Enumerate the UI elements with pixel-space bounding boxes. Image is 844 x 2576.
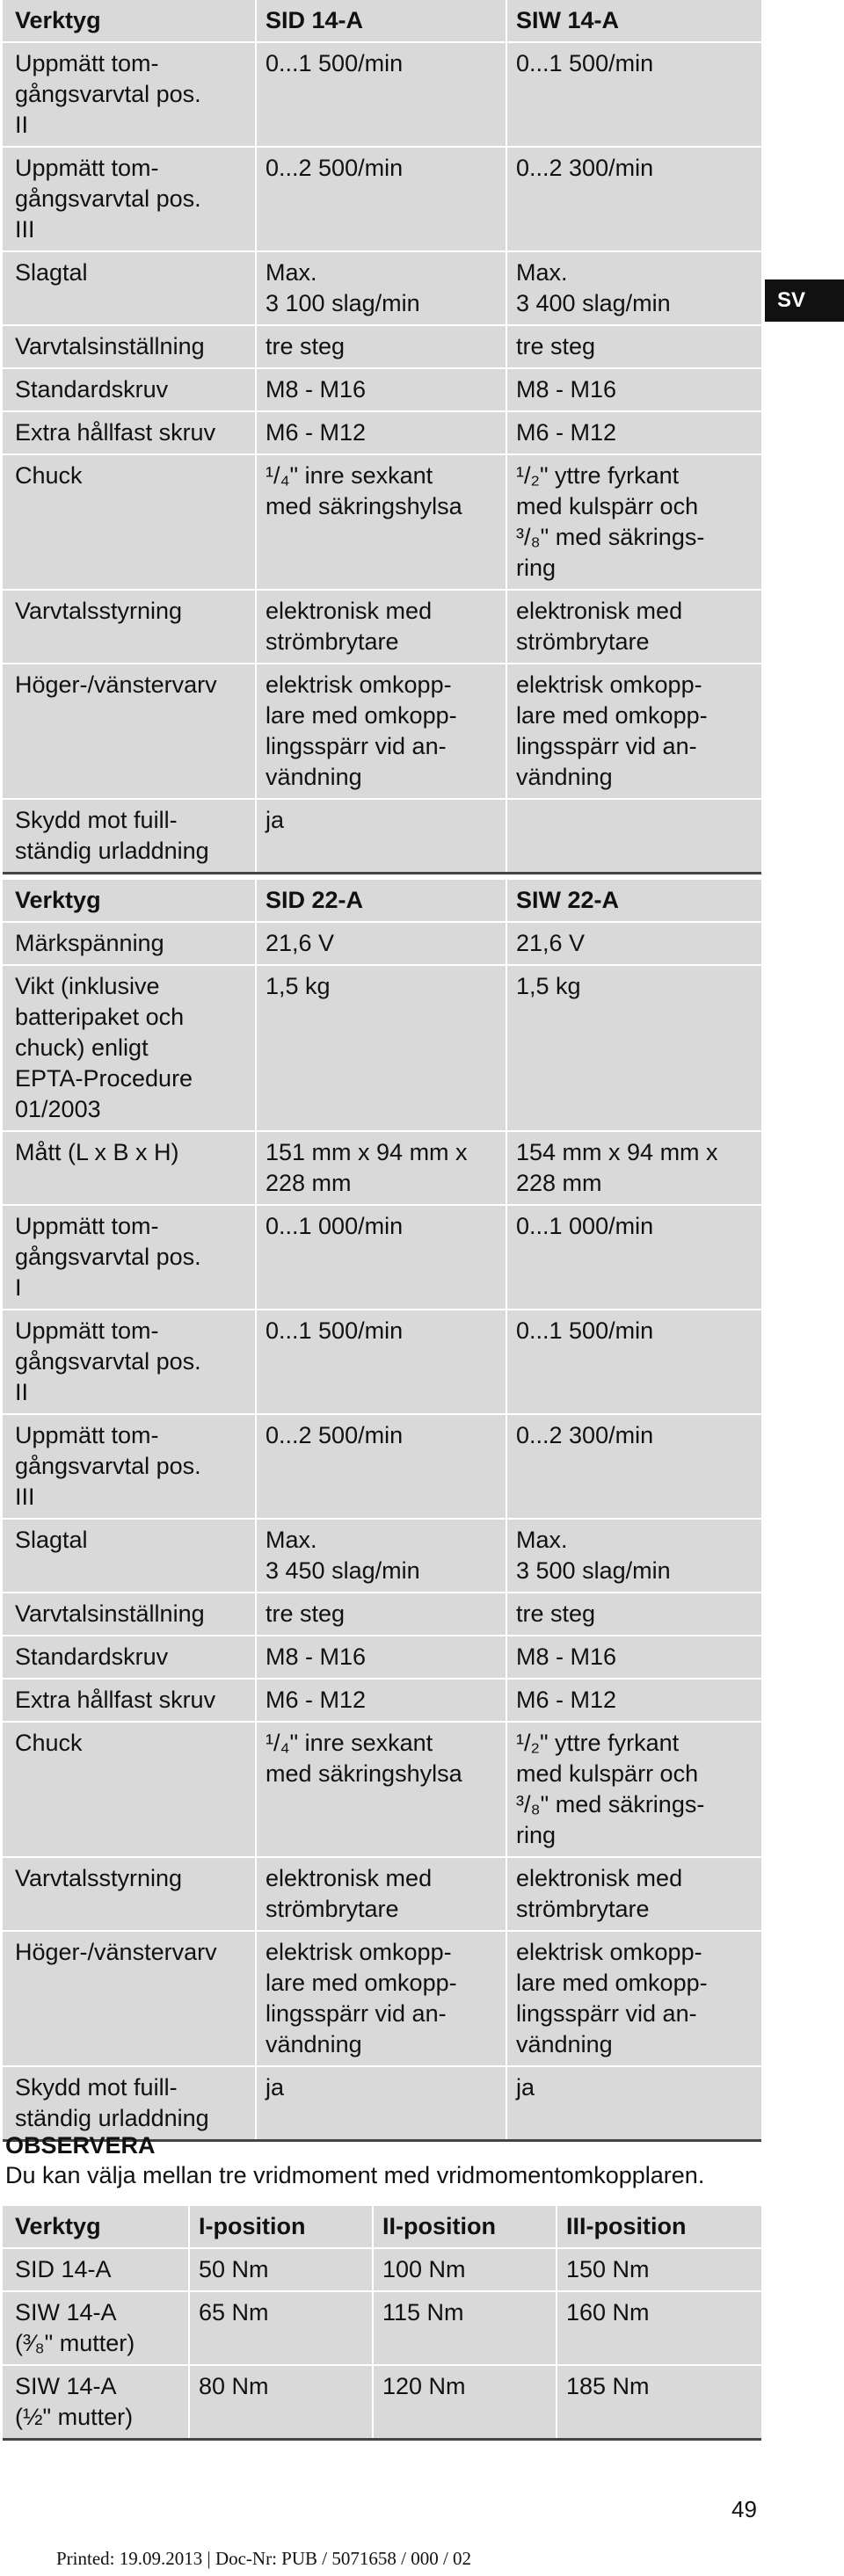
table-cell: 120 Nm bbox=[373, 2365, 557, 2440]
table-cell: M8 - M16 bbox=[256, 368, 506, 411]
table-cell: 1,5 kg bbox=[256, 965, 506, 1131]
header-cell: Verktyg bbox=[15, 7, 101, 33]
table-cell: ¹/₂" yttre fyrkant med kulspärr och ³/₈" med säkrings- ring bbox=[506, 1722, 761, 1857]
row-label: Mått (L x B x H) bbox=[3, 1131, 256, 1205]
row-label: Skydd mot fuill- ständig urladdning bbox=[3, 2066, 256, 2141]
table-row bbox=[3, 2291, 761, 2365]
row-label: Skydd mot fuill- ständig urladdning bbox=[3, 799, 256, 874]
table-cell: 0...1 500/min bbox=[256, 1310, 506, 1414]
table-row bbox=[3, 1131, 761, 1205]
header-cell: II-position bbox=[373, 2206, 557, 2248]
table-row bbox=[3, 368, 761, 411]
table-row bbox=[3, 411, 761, 454]
table-cell: 50 Nm bbox=[189, 2248, 373, 2291]
table-row bbox=[3, 1722, 761, 1857]
table-cell: Max. 3 500 slag/min bbox=[506, 1519, 761, 1593]
row-label: Chuck bbox=[3, 454, 256, 590]
spec-table-sid14-siw14 bbox=[3, 0, 761, 874]
table-cell: M6 - M12 bbox=[256, 411, 506, 454]
table-cell: elektronisk med strömbrytare bbox=[506, 590, 761, 664]
table-cell: M6 - M12 bbox=[506, 411, 761, 454]
row-label: Höger-/vänstervarv bbox=[3, 1931, 256, 2066]
table-cell: 1,5 kg bbox=[506, 965, 761, 1131]
table-cell: Max. 3 400 slag/min bbox=[506, 251, 761, 325]
row-label: Chuck bbox=[3, 1722, 256, 1857]
row-label: Extra hållfast skruv bbox=[3, 411, 256, 454]
table-cell: elektronisk med strömbrytare bbox=[256, 1857, 506, 1931]
table-cell: 65 Nm bbox=[189, 2291, 373, 2365]
row-label: Extra hållfast skruv bbox=[3, 1679, 256, 1722]
table-row bbox=[3, 1519, 761, 1593]
header-cell: I-position bbox=[189, 2206, 373, 2248]
table-body bbox=[3, 0, 761, 874]
table-cell: ¹/₄" inre sexkant med säkringshylsa bbox=[256, 1722, 506, 1857]
table-cell bbox=[506, 799, 761, 874]
row-label: Uppmätt tom- gångsvarvtal pos. III bbox=[3, 147, 256, 251]
table-cell: 21,6 V bbox=[506, 922, 761, 965]
table-row bbox=[3, 1593, 761, 1636]
row-label: Uppmätt tom- gångsvarvtal pos. I bbox=[3, 1205, 256, 1310]
table-cell: tre steg bbox=[256, 1593, 506, 1636]
table-cell: 80 Nm bbox=[189, 2365, 373, 2440]
torque-table bbox=[3, 2206, 761, 2441]
table-cell: 0...1 000/min bbox=[506, 1205, 761, 1310]
header-cell: III-position bbox=[557, 2206, 761, 2248]
page-number: 49 bbox=[731, 2496, 757, 2522]
table-row bbox=[3, 2365, 761, 2440]
table-cell: ja bbox=[256, 799, 506, 874]
table-row bbox=[3, 454, 761, 590]
table-row bbox=[3, 1636, 761, 1679]
row-label: SIW 14-A (³⁄₈" mutter) bbox=[3, 2291, 189, 2365]
row-label: Vikt (inklusive batteripaket och chuck) enligt EPTA-Procedure 01/2003 bbox=[3, 965, 256, 1131]
table-cell: M8 - M16 bbox=[506, 368, 761, 411]
table-row bbox=[3, 1205, 761, 1310]
table-row bbox=[3, 1931, 761, 2066]
table-cell: M6 - M12 bbox=[256, 1679, 506, 1722]
table-row bbox=[3, 1310, 761, 1414]
header-cell: SID 14-A bbox=[256, 0, 506, 42]
table-cell: M6 - M12 bbox=[506, 1679, 761, 1722]
table-cell: elektrisk omkopp- lare med omkopp- lingsspärr vid an- vändning bbox=[506, 664, 761, 799]
table-row bbox=[3, 325, 761, 368]
row-label: Varvtalsinställning bbox=[3, 325, 256, 368]
table-cell: elektronisk med strömbrytare bbox=[256, 590, 506, 664]
header-cell: SID 22-A bbox=[256, 880, 506, 922]
table-cell: 151 mm x 94 mm x 228 mm bbox=[256, 1131, 506, 1205]
row-label: Slagtal bbox=[3, 251, 256, 325]
table-cell: ja bbox=[506, 2066, 761, 2141]
table-cell: M8 - M16 bbox=[506, 1636, 761, 1679]
row-label: Standardskruv bbox=[3, 1636, 256, 1679]
table-cell: elektrisk omkopp- lare med omkopp- lingsspärr vid an- vändning bbox=[256, 664, 506, 799]
table-cell: elektronisk med strömbrytare bbox=[506, 1857, 761, 1931]
table-cell: M8 - M16 bbox=[256, 1636, 506, 1679]
table-row bbox=[3, 664, 761, 799]
table-cell: 0...2 500/min bbox=[256, 147, 506, 251]
table-cell: tre steg bbox=[506, 325, 761, 368]
row-label: SID 14-A bbox=[3, 2248, 189, 2291]
table-cell: 115 Nm bbox=[373, 2291, 557, 2365]
table-cell: 0...2 300/min bbox=[506, 147, 761, 251]
table-cell: ja bbox=[256, 2066, 506, 2141]
row-label: Varvtalsstyrning bbox=[3, 590, 256, 664]
table-cell: tre steg bbox=[506, 1593, 761, 1636]
table-header-row bbox=[3, 0, 761, 42]
table-cell: 160 Nm bbox=[557, 2291, 761, 2365]
table-cell: Max. 3 100 slag/min bbox=[256, 251, 506, 325]
table-row bbox=[3, 1857, 761, 1931]
row-label: Uppmätt tom- gångsvarvtal pos. II bbox=[3, 1310, 256, 1414]
table-row bbox=[3, 965, 761, 1131]
spec-table-sid22-siw22 bbox=[3, 880, 761, 2142]
table-cell: 0...1 000/min bbox=[256, 1205, 506, 1310]
print-footer: Printed: 19.09.2013 | Doc-Nr: PUB / 5071658 / 000 / 02 bbox=[56, 2548, 472, 2569]
table-cell: elektrisk omkopp- lare med omkopp- lingsspärr vid an- vändning bbox=[256, 1931, 506, 2066]
row-label: Varvtalsstyrning bbox=[3, 1857, 256, 1931]
row-label: Höger-/vänstervarv bbox=[3, 664, 256, 799]
table-cell: 0...1 500/min bbox=[506, 1310, 761, 1414]
table-cell: 0...2 300/min bbox=[506, 1414, 761, 1519]
row-label: Märkspänning bbox=[3, 922, 256, 965]
table-cell: 185 Nm bbox=[557, 2365, 761, 2440]
row-label: Uppmätt tom- gångsvarvtal pos. II bbox=[3, 42, 256, 147]
table-header-row bbox=[3, 880, 761, 922]
table-cell: ¹/₂" yttre fyrkant med kulspärr och ³/₈" med säkrings- ring bbox=[506, 454, 761, 590]
table-cell: Max. 3 450 slag/min bbox=[256, 1519, 506, 1593]
table-cell: 154 mm x 94 mm x 228 mm bbox=[506, 1131, 761, 1205]
table-row bbox=[3, 42, 761, 147]
row-label: Uppmätt tom- gångsvarvtal pos. III bbox=[3, 1414, 256, 1519]
table-cell: 0...1 500/min bbox=[256, 42, 506, 147]
table-row bbox=[3, 590, 761, 664]
row-label: SIW 14-A (½" mutter) bbox=[3, 2365, 189, 2440]
table-row bbox=[3, 2248, 761, 2291]
note-text: Du kan välja mellan tre vridmoment med vridmomentomkopplaren. bbox=[5, 2162, 705, 2188]
header-cell: SIW 22-A bbox=[506, 880, 761, 922]
table-cell: ¹/₄" inre sexkant med säkringshylsa bbox=[256, 454, 506, 590]
table-body bbox=[3, 880, 761, 2141]
table-cell: 150 Nm bbox=[557, 2248, 761, 2291]
row-label: Varvtalsinställning bbox=[3, 1593, 256, 1636]
header-cell: SIW 14-A bbox=[506, 0, 761, 42]
table-row bbox=[3, 147, 761, 251]
table-cell: elektrisk omkopp- lare med omkopp- lingsspärr vid an- vändning bbox=[506, 1931, 761, 2066]
note-title: OBSERVERA bbox=[5, 2132, 156, 2159]
table-cell: 0...1 500/min bbox=[506, 42, 761, 147]
note-block bbox=[5, 2130, 797, 2190]
header-cell: Verktyg bbox=[15, 887, 101, 913]
table-row bbox=[3, 1414, 761, 1519]
table-body bbox=[3, 2206, 761, 2440]
row-label: Slagtal bbox=[3, 1519, 256, 1593]
table-row bbox=[3, 1679, 761, 1722]
table-row bbox=[3, 2066, 761, 2141]
table-row bbox=[3, 922, 761, 965]
table-row bbox=[3, 799, 761, 874]
table-header-row bbox=[3, 2206, 761, 2248]
table-row bbox=[3, 251, 761, 325]
language-tab: SV bbox=[765, 279, 844, 322]
table-cell: tre steg bbox=[256, 325, 506, 368]
row-label: Standardskruv bbox=[3, 368, 256, 411]
table-cell: 0...2 500/min bbox=[256, 1414, 506, 1519]
table-cell: 21,6 V bbox=[256, 922, 506, 965]
table-cell: 100 Nm bbox=[373, 2248, 557, 2291]
header-cell: Verktyg bbox=[15, 2213, 101, 2239]
